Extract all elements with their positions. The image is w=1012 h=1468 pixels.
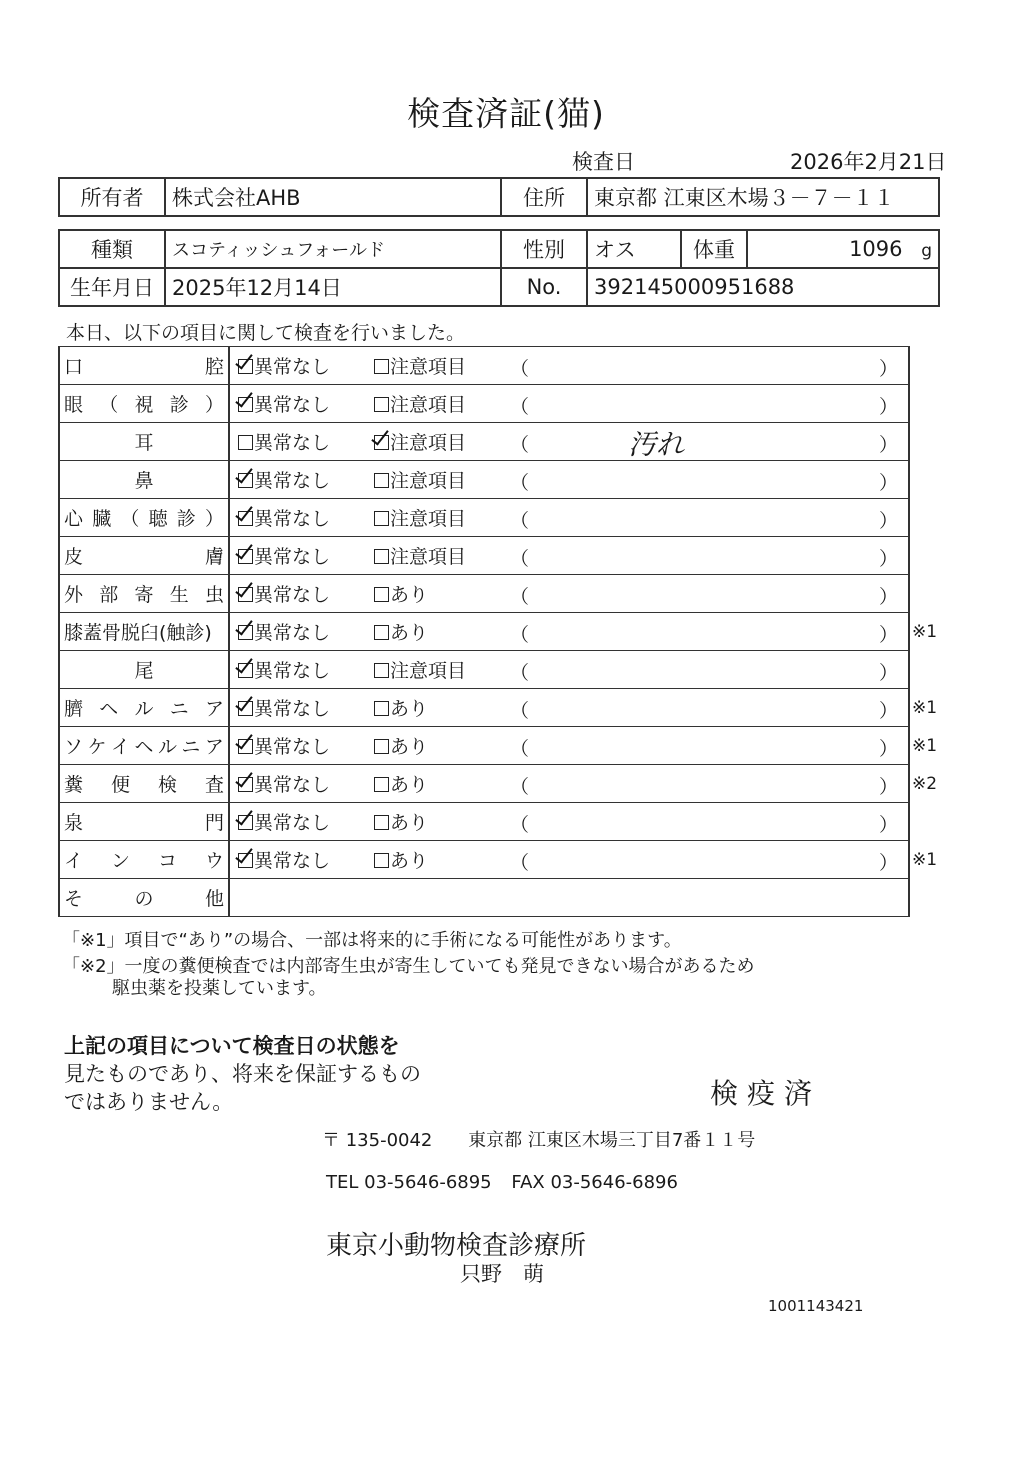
breed-label: 種類: [59, 230, 165, 268]
clinic-address: 東京都 江東区木場三丁目7番１１号: [468, 1130, 756, 1151]
clinic-contact: [326, 1172, 678, 1193]
option-caution: [374, 347, 510, 385]
checklist-item-label: [59, 803, 229, 841]
option-label: 異常なし: [254, 774, 331, 796]
checklist-row: [59, 537, 909, 575]
checkbox-icon: [238, 435, 253, 450]
remarks-cell: [510, 423, 909, 461]
document-title: 検査済証(猫): [407, 94, 605, 133]
checkbox-icon: [374, 663, 389, 678]
label-char: 他: [204, 888, 224, 910]
close-paren: ）: [878, 624, 898, 646]
option-label: 異常なし: [254, 470, 331, 492]
label-char: （: [99, 394, 119, 416]
label-char: ）: [204, 394, 224, 416]
checked-box-icon: [238, 739, 253, 754]
option-normal: [229, 689, 374, 727]
open-paren: （: [510, 358, 530, 380]
label-char: 検: [157, 774, 177, 796]
open-paren: （: [510, 852, 530, 874]
option-present: [374, 765, 510, 803]
address-value: 東京都 江東区木場３－７－１１: [587, 178, 939, 216]
option-normal: [229, 803, 374, 841]
option-label: 注意項目: [390, 432, 467, 454]
checklist-item-text: [64, 846, 228, 873]
close-paren: ）: [878, 738, 898, 760]
checklist-row: [59, 423, 909, 461]
footnote-marker: ※1: [912, 735, 938, 756]
remarks-cell: [510, 765, 909, 803]
option-normal: [229, 423, 374, 461]
option-normal: [229, 461, 374, 499]
checked-box-icon: [238, 853, 253, 868]
owner-label: 所有者: [59, 178, 165, 216]
option-label: 注意項目: [390, 394, 467, 416]
remarks-cell: [510, 537, 909, 575]
other-field: [229, 879, 909, 917]
footnote-2: 「※2」一度の糞便検査では内部寄生虫が寄生していても発見できない場合があるため: [62, 956, 755, 977]
label-char: ア: [204, 698, 224, 720]
checklist-item-label: [59, 385, 229, 423]
close-paren: ）: [878, 396, 898, 418]
label-char: 生: [169, 584, 189, 606]
footnote-marker: ※1: [912, 849, 938, 870]
checkbox-icon: [374, 587, 389, 602]
checklist-row: [59, 575, 909, 613]
option-caution: [374, 461, 510, 499]
clinic-tel: TEL 03-5646-6895: [326, 1172, 492, 1193]
checklist-item-text: [64, 732, 228, 759]
close-paren: ）: [878, 662, 898, 684]
option-normal: [229, 575, 374, 613]
label-char: 腔: [204, 356, 224, 378]
option-caution: [374, 499, 510, 537]
checklist-item-text: 尾: [134, 660, 154, 682]
checked-box-icon: [238, 587, 253, 602]
option-normal: [229, 765, 374, 803]
inspection-checklist: [58, 346, 910, 917]
close-paren: ）: [878, 434, 898, 456]
option-normal: [229, 347, 374, 385]
checklist-item-text: [64, 770, 228, 797]
quarantine-stamp: 検疫済: [710, 1077, 822, 1110]
option-present: [374, 727, 510, 765]
label-char: そ: [64, 888, 84, 910]
label-char: 部: [99, 584, 119, 606]
checklist-item-label: [59, 461, 229, 499]
option-caution: [374, 537, 510, 575]
remarks-cell: [510, 575, 909, 613]
option-present: [374, 689, 510, 727]
sex-value: オス: [587, 230, 681, 268]
option-caution: [374, 385, 510, 423]
weight-cell: [747, 230, 939, 268]
remarks-cell: [510, 461, 909, 499]
label-char: 門: [204, 812, 224, 834]
inspection-date: 2026年2月21日: [790, 150, 947, 174]
disclaimer-statement: [64, 1032, 421, 1116]
dob-label: 生年月日: [59, 268, 165, 306]
checklist-item-text: [64, 504, 228, 531]
label-char: 眼: [64, 394, 84, 416]
option-label: 異常なし: [254, 356, 331, 378]
checked-box-icon: [238, 473, 253, 488]
option-present: [374, 841, 510, 879]
checkbox-icon: [374, 511, 389, 526]
label-char: 泉: [64, 812, 84, 834]
option-normal: [229, 727, 374, 765]
checklist-row: [59, 499, 909, 537]
close-paren: ）: [878, 700, 898, 722]
label-char: ヘ: [134, 736, 154, 758]
option-present: [374, 803, 510, 841]
remarks-cell: [510, 803, 909, 841]
checkbox-icon: [374, 359, 389, 374]
option-label: 異常なし: [254, 812, 331, 834]
checklist-row: [59, 765, 909, 803]
label-char: 視: [134, 394, 154, 416]
checkbox-icon: [374, 625, 389, 640]
checklist-item-label: [59, 727, 229, 765]
label-char: イ: [64, 850, 84, 872]
remarks-cell: [510, 689, 909, 727]
label-char: 糞: [64, 774, 84, 796]
label-char: 聴: [148, 508, 168, 530]
remarks-cell: [510, 841, 909, 879]
clinic-fax: FAX 03-5646-6896: [511, 1172, 678, 1193]
option-label: 異常なし: [254, 394, 331, 416]
label-char: 臍: [64, 698, 84, 720]
checked-box-icon: [238, 663, 253, 678]
option-normal: [229, 613, 374, 651]
label-char: 診: [169, 394, 189, 416]
checkbox-icon: [374, 473, 389, 488]
checked-box-icon: [238, 397, 253, 412]
label-char: イ: [110, 736, 130, 758]
intro-text: 本日、以下の項目に関して検査を行いました。: [66, 322, 466, 344]
checklist-row: [59, 347, 909, 385]
dob-value: 2025年12月14日: [165, 268, 501, 306]
label-char: の: [134, 888, 154, 910]
clinic-name: 東京小動物検査診療所: [326, 1231, 587, 1261]
checked-box-icon: [374, 435, 389, 450]
label-char: ウ: [204, 850, 224, 872]
checked-box-icon: [238, 511, 253, 526]
option-label: 異常なし: [254, 698, 331, 720]
remarks-cell: [510, 613, 909, 651]
label-char: ニ: [181, 736, 201, 758]
sex-label: 性別: [501, 230, 587, 268]
checked-box-icon: [238, 359, 253, 374]
label-char: 心: [64, 508, 84, 530]
close-paren: ）: [878, 586, 898, 608]
open-paren: （: [510, 662, 530, 684]
checklist-item-label: [59, 499, 229, 537]
checked-box-icon: [238, 777, 253, 792]
label-char: 皮: [64, 546, 84, 568]
label-char: 診: [176, 508, 196, 530]
checked-box-icon: [238, 625, 253, 640]
label-char: ケ: [87, 736, 107, 758]
option-label: 注意項目: [390, 660, 467, 682]
checklist-row: [59, 651, 909, 689]
label-char: ソ: [64, 736, 84, 758]
close-paren: ）: [878, 814, 898, 836]
no-value: 392145000951688: [587, 268, 939, 306]
option-label: 異常なし: [254, 546, 331, 568]
checklist-row: [59, 385, 909, 423]
other-label: [59, 879, 229, 917]
label-char: （: [120, 508, 140, 530]
checklist-item-text: [64, 694, 228, 721]
checkbox-icon: [374, 397, 389, 412]
open-paren: （: [510, 510, 530, 532]
label-char: ニ: [169, 698, 189, 720]
checklist-item-label: [59, 841, 229, 879]
document-code: 1001143421: [768, 1297, 864, 1315]
open-paren: （: [510, 434, 530, 456]
checklist-item-label: [59, 423, 229, 461]
remarks-cell: [510, 347, 909, 385]
footnote-marker: ※1: [912, 621, 938, 642]
checkbox-icon: [374, 739, 389, 754]
label-char: 査: [204, 774, 224, 796]
label-char: 臓: [92, 508, 112, 530]
label-char: ア: [204, 736, 224, 758]
open-paren: （: [510, 814, 530, 836]
weight-value: 1096: [849, 237, 903, 261]
checklist-row: [59, 727, 909, 765]
option-caution: [374, 423, 510, 461]
label-char: 膚: [204, 546, 224, 568]
checklist-row: [59, 689, 909, 727]
label-char: ）: [204, 508, 224, 530]
close-paren: ）: [878, 548, 898, 570]
label-char: ヘ: [99, 698, 119, 720]
open-paren: （: [510, 586, 530, 608]
close-paren: ）: [878, 510, 898, 532]
label-char: コ: [157, 850, 177, 872]
option-label: あり: [390, 584, 429, 606]
option-label: あり: [390, 622, 429, 644]
option-label: 異常なし: [254, 508, 331, 530]
remarks-cell: [510, 651, 909, 689]
option-label: 注意項目: [390, 546, 467, 568]
checkbox-icon: [374, 853, 389, 868]
no-label: No.: [501, 268, 587, 306]
other-text: [64, 884, 228, 911]
open-paren: （: [510, 776, 530, 798]
option-label: あり: [390, 736, 429, 758]
inspection-date-label: 検査日: [572, 150, 635, 174]
option-normal: [229, 841, 374, 879]
open-paren: （: [510, 624, 530, 646]
open-paren: （: [510, 700, 530, 722]
close-paren: ）: [878, 358, 898, 380]
checklist-item-label: [59, 689, 229, 727]
checklist-item-label: [59, 651, 229, 689]
owner-value: 株式会社AHB: [165, 178, 501, 216]
checklist-row-other: [59, 879, 909, 917]
checkbox-icon: [374, 815, 389, 830]
checklist-row: [59, 803, 909, 841]
checklist-item-label: [59, 575, 229, 613]
open-paren: （: [510, 396, 530, 418]
checklist-row: [59, 461, 909, 499]
animal-table: [58, 229, 940, 307]
checklist-item-text: 鼻: [134, 470, 154, 492]
remarks-cell: [510, 727, 909, 765]
label-char: ル: [157, 736, 177, 758]
label-char: ン: [110, 850, 130, 872]
checklist-item-text: [64, 542, 228, 569]
statement-line-2: 見たものであり、将来を保証するもの: [64, 1062, 421, 1086]
option-label: あり: [390, 812, 429, 834]
option-label: 注意項目: [390, 508, 467, 530]
option-normal: [229, 499, 374, 537]
clinic-postal: 〒 135-0042: [322, 1130, 433, 1151]
option-normal: [229, 651, 374, 689]
handwritten-note: 汚れ: [628, 428, 685, 461]
option-label: 異常なし: [254, 850, 331, 872]
checklist-row: [59, 613, 909, 651]
close-paren: ）: [878, 852, 898, 874]
checkbox-icon: [374, 777, 389, 792]
option-present: [374, 613, 510, 651]
option-label: 異常なし: [254, 660, 331, 682]
remarks-cell: [510, 499, 909, 537]
checkbox-icon: [374, 701, 389, 716]
label-char: 便: [110, 774, 130, 796]
footnote-2-cont: 駆虫薬を投薬しています。: [112, 978, 327, 999]
option-normal: [229, 537, 374, 575]
breed-value: スコティッシュフォールド: [165, 230, 501, 268]
option-normal: [229, 385, 374, 423]
option-present: [374, 575, 510, 613]
checklist-row: [59, 841, 909, 879]
open-paren: （: [510, 472, 530, 494]
footnote-marker: ※2: [912, 773, 938, 794]
open-paren: （: [510, 548, 530, 570]
checklist-item-text: 膝蓋骨脱臼(触診): [64, 622, 212, 644]
option-label: 異常なし: [254, 736, 331, 758]
footnote-1: 「※1」項目で“あり”の場合、一部は将来的に手術になる可能性があります。: [62, 930, 682, 951]
owner-table: [58, 177, 940, 217]
open-paren: （: [510, 738, 530, 760]
checklist-item-label: [59, 765, 229, 803]
label-char: 口: [64, 356, 84, 378]
remarks-cell: [510, 385, 909, 423]
checklist-item-label: [59, 537, 229, 575]
checklist-item-label: [59, 347, 229, 385]
statement-line-3: ではありません。: [64, 1090, 234, 1114]
close-paren: ）: [878, 776, 898, 798]
checklist-item-text: [64, 808, 228, 835]
label-char: 寄: [134, 584, 154, 606]
option-label: 注意項目: [390, 470, 467, 492]
label-char: ル: [134, 698, 154, 720]
close-paren: ）: [878, 472, 898, 494]
clinic-address-line: [322, 1126, 755, 1152]
label-char: 虫: [204, 584, 224, 606]
checked-box-icon: [238, 815, 253, 830]
checklist-item-text: 耳: [134, 432, 154, 454]
checkbox-icon: [374, 549, 389, 564]
checklist-item-text: [64, 580, 228, 607]
option-label: 異常なし: [254, 584, 331, 606]
option-label: あり: [390, 774, 429, 796]
weight-label: 体重: [681, 230, 747, 268]
checklist-item-text: [64, 390, 228, 417]
clinic-person: 只野 萌: [460, 1262, 544, 1286]
option-caution: [374, 651, 510, 689]
label-char: 外: [64, 584, 84, 606]
address-label: 住所: [501, 178, 587, 216]
option-label: 注意項目: [390, 356, 467, 378]
checklist-item-text: [64, 352, 228, 379]
statement-line-1: 上記の項目について検査日の状態を: [64, 1034, 400, 1058]
option-label: あり: [390, 850, 429, 872]
checked-box-icon: [238, 549, 253, 564]
option-label: あり: [390, 698, 429, 720]
checklist-item-label: [59, 613, 229, 651]
weight-unit: g: [921, 241, 932, 261]
option-label: 異常なし: [254, 432, 331, 454]
checked-box-icon: [238, 701, 253, 716]
footnote-marker: ※1: [912, 697, 938, 718]
option-label: 異常なし: [254, 622, 331, 644]
